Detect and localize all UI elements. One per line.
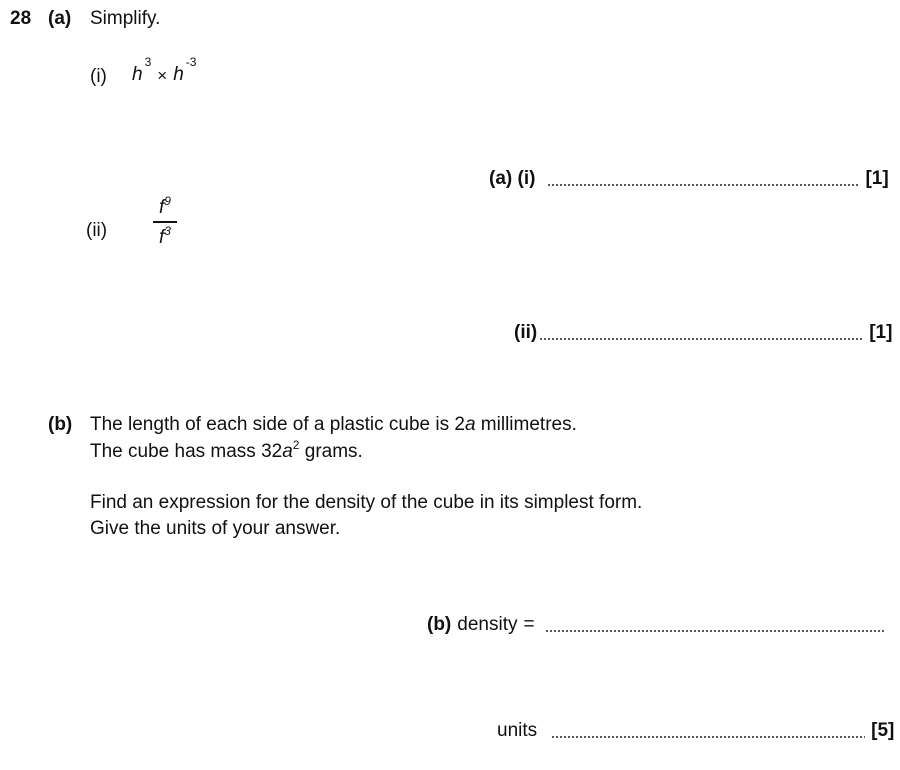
sub-i-label: (i) [90,66,107,87]
answer-a-i-dotted-field[interactable] [547,184,859,186]
times-symbol: × [157,66,168,85]
answer-a-i-label: (a) (i) [489,168,536,189]
equals-sign: = [523,614,535,635]
part-b-line3: Find an expression for the density of the cube in its simplest form. [90,492,643,513]
part-a-instruction: Simplify. [90,8,161,29]
answer-units-marks: [5] [871,720,895,741]
answer-units-dotted-field[interactable] [551,736,865,738]
answer-line-units [497,720,894,742]
sub-ii-fraction [152,194,178,248]
answer-line-density [427,614,885,636]
answer-a-ii-label: (ii) [514,322,538,343]
part-b-label: (b) [48,414,73,435]
answer-a-i-marks: [1] [865,168,889,189]
answer-units-label: units [497,720,538,741]
sub-i-exp2: -3 [185,55,197,69]
answer-line-a-ii [514,322,892,344]
part-a-label: (a) [48,8,72,29]
part-b-line4: Give the units of your answer. [90,518,341,539]
answer-a-ii-marks: [1] [869,322,893,343]
fraction-bar [153,221,177,223]
sub-i-base2: h [173,64,184,85]
answer-a-ii-dotted-field[interactable] [539,338,863,340]
answer-density-label: density [457,614,518,635]
fraction-numerator: $f^9$ [159,194,171,218]
sub-ii-label: (ii) [86,220,108,241]
part-b-line2: The cube has mass $32a^2$ grams. [90,438,363,462]
sub-i-exp1: 3 [144,55,152,69]
question-number: 28 [10,8,32,29]
fraction-denominator: $f^3$ [159,223,171,248]
sub-i-base1: h [132,64,143,85]
sub-i-expression [132,55,197,86]
answer-density-dotted-field[interactable] [545,630,885,632]
part-b-line1: The length of each side of a plastic cube is 2a millimetres. [90,414,577,435]
answer-b-label: (b) [427,614,452,635]
answer-line-a-i [489,168,889,190]
